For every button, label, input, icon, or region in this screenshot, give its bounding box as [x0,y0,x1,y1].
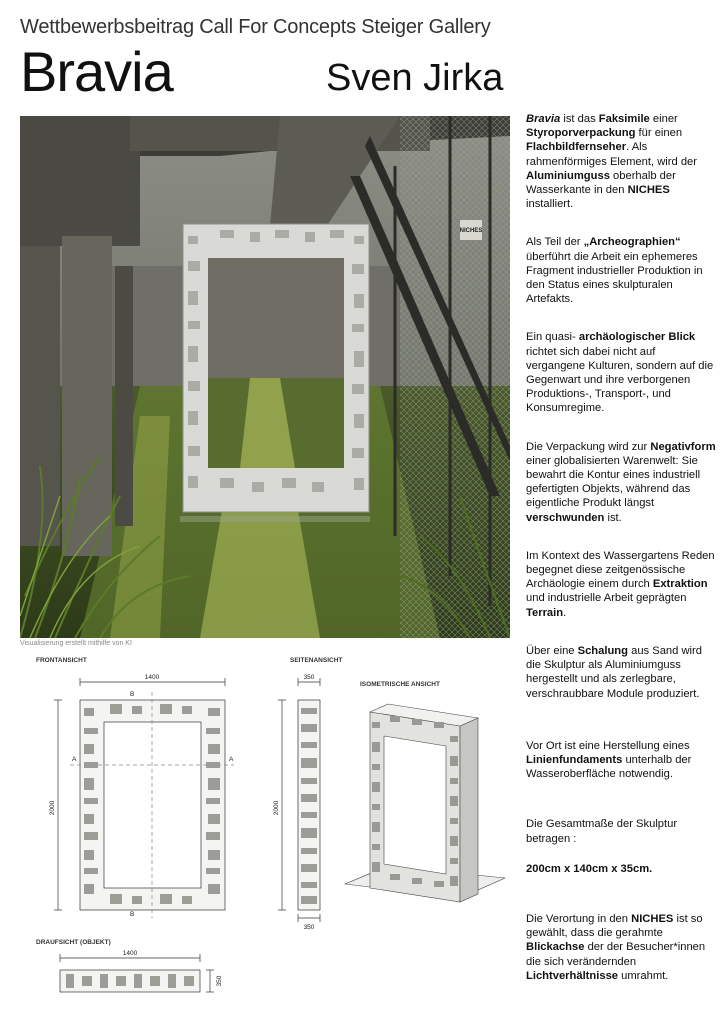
niches-sign: NICHES [459,228,483,234]
paragraph-dimensions-intro: Die Gesamtmaße der Skulptur betragen : [526,818,678,845]
paragraph-production: Über eine Schalung aus Sand wird die Skulptur als Aluminiumguss hergestellt und als zerlegbare, verschraubbare Module produziert. [526,644,702,700]
top-view-label: DRAUFSICHT (OBJEKT) [36,939,111,946]
side-width-dim: 350 [303,674,315,681]
section-a-left: A [72,756,77,763]
header-subtitle: Wettbewerbsbeitrag Call For Concepts Steiger Gallery [20,16,491,38]
paragraph-archeographien: Als Teil der „Archeographien“ überführt die Arbeit ein ephemeres Fragment industrieller Produktion in den Status eines skulpturalen Artefakts. [526,236,703,306]
sculpture-photo [20,116,510,638]
front-view-label: FRONTANSICHT [36,657,87,664]
front-height-dim: 2000 [49,800,56,816]
side-height-dim: 2000 [273,800,280,816]
paragraph-foundation: Vor Ort ist eine Herstellung eines Linienfundaments unterhalb der Wasseroberfläche notwendig. [526,739,692,781]
paragraph-intro: Bravia ist das Faksimile einer Styroporverpackung für einen Flachbildfernseher. Als rahmenförmiges Element, wird der Aluminiumguss oberhalb der Wasserkante in den NICHES installiert. [526,113,697,211]
side-bottom-dim: 350 [303,924,315,931]
description-column [526,112,716,983]
iso-view-label: ISOMETRISCHE ANSICHT [360,681,440,688]
technical-drawings [20,652,510,1012]
paragraph-dimensions: 200cm x 140cm x 35cm. [526,862,653,875]
section-a-right: A [229,756,234,763]
side-view-label: SEITENANSICHT [290,657,343,664]
artist-name: Sven Jirka [326,57,504,99]
section-b-top: B [130,691,135,698]
section-b-bottom: B [130,911,135,918]
paragraph-archaeological-view: Ein quasi- archäologischer Blick richtet sich dabei nicht auf vergangene Kulturen, sondern auf die Gegenwart und ihre verborgenen Produktions-, Transport-, und Konsumregime. [526,331,714,415]
front-width-dim: 1400 [144,674,160,681]
top-width-dim: 1400 [122,950,138,957]
paragraph-context: Im Kontext des Wassergartens Reden begegnet diese zeitgenössische Archäologie einem durch Extraktion und industrielle Arbeit geprägten Terrain. [526,549,715,619]
photo-caption: Visualisierung erstellt mithilfe von KI [20,640,132,647]
paragraph-negative-form: Die Verpackung wird zur Negativform einer globalisierten Warenwelt: Sie bewahrt die Kontur eines industriell gefertigten Objekts, während das eigentliche Produkt längst verschwunden ist. [526,440,716,524]
page-title: Bravia [20,40,173,103]
paragraph-location: Die Verortung in den NICHES ist so gewählt, dass die gerahmte Blickachse der der Besucher*innen die sich verändernden Lichtverhältnisse umrahmt. [526,912,706,982]
top-depth-dim: 350 [216,975,223,987]
